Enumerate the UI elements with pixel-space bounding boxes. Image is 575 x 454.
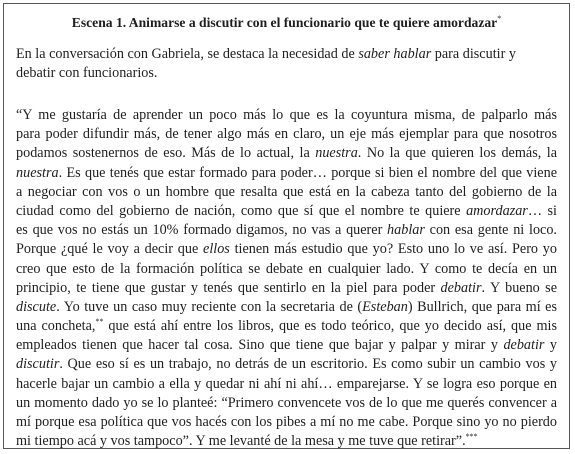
intro-text: para discutir y [431, 46, 516, 62]
quote-emphasis: debatir [503, 337, 545, 354]
quote-text: podamos sostenernos de eso. Más de lo actual, la [16, 145, 316, 162]
quote-text: ) Bullrich, que para mí es [407, 298, 557, 315]
quote-text: . Es que tenés que estar formado para poder… porque si bien el nombre del que viene [58, 164, 557, 181]
intro-line [16, 45, 557, 64]
quote-text: principio, te tiene que gustar y tenés que sentirlo en la piel para poder [16, 279, 441, 296]
quote-text: . No la que quieren los demás, la [357, 145, 557, 162]
footnote-mark: *** [465, 432, 478, 442]
quote-line [16, 317, 557, 336]
quote-line [16, 202, 557, 221]
quote-text: y [544, 337, 557, 354]
footnote-mark: ** [95, 317, 104, 327]
quote-line [16, 221, 557, 240]
intro-text: debatir con funcionarios. [16, 65, 158, 81]
quote-emphasis: discutir [16, 356, 60, 373]
quote-emphasis: Esteban [362, 298, 408, 315]
quote-text: un momento dado yo se lo planteé: “Primero convencete vos de lo que me querés convencer a [16, 394, 557, 411]
scene-title-text: Escena 1. Animarse a discutir con el funcionario que te quiere amordazar [71, 15, 498, 30]
quote-line [16, 394, 557, 413]
quote-text: que está ahí entre los libros, que es todo teórico, que yo decido así, que mis [103, 318, 557, 335]
quote-text: ciudad como del gobierno de nación, como que sí que el nombre te quiere [16, 202, 467, 219]
quote-text: tienen más estudio que yo? Esto uno lo ve así. Pero yo [229, 241, 557, 258]
intro-text: En la conversación con Gabriela, se destaca la necesidad de [16, 46, 359, 62]
quote-text: . Yo tuve un caso muy reciente con la secretaria de ( [56, 298, 363, 315]
quote-line [16, 260, 557, 279]
quote-text: una concheta, [16, 318, 96, 335]
quote-line [16, 413, 557, 432]
quote-text: mi tiempo acá y vos tampoco”. Y me levanté de la mesa y me tuve que retirar”. [16, 433, 466, 450]
quote-text: para poder difundir más, de tener algo más en claro, un eje más ejemplar para que nosotros [16, 126, 557, 143]
quote-text: creo que esto de la formación política se debate en cualquier lado. Y como te decía en un [16, 260, 557, 277]
quote-text: hacerle bajar un cambio a ella y quedar ni ahí ni ahí… emparejarse. Y se logra eso porque en [16, 375, 557, 392]
quote-emphasis: ellos [203, 241, 230, 258]
quote-line [16, 240, 557, 259]
quote-text: con esa gente ni loco. [424, 222, 557, 239]
quote-text: empleados tienen que hacer tal cosa. Sino que tiene que bajar y palpar y mirar y [16, 337, 504, 354]
quote-text: … si [527, 202, 557, 219]
quote-line [16, 164, 557, 183]
quote-text: a negociar con vos o un hombre que resalta que está en la cabeza tanto del gobierno de la [16, 183, 557, 200]
intro-paragraph [16, 45, 557, 83]
quote-line [16, 298, 557, 317]
quote-line [16, 125, 557, 144]
quote-text: . Que eso sí es un trabajo, no detrás de un escritorio. Es como subir un cambio vos y [59, 356, 557, 373]
quote-text: . Y bueno se [481, 279, 557, 296]
quote-emphasis: nuestra [315, 145, 358, 162]
quote-emphasis: debatir [440, 279, 482, 296]
quote-emphasis: amordazar [466, 202, 528, 219]
scene-title [4, 14, 569, 32]
quote-text: mí porque esa política que vos hacés con los pibes a mí no me cabe. Porque sino yo no pierdo [16, 414, 557, 430]
quote-emphasis: discute [16, 298, 57, 315]
quote-text: “Y me gustaría de aprender un poco más lo que es la coyuntura misma, de palparlo más [16, 107, 557, 123]
quote-text: Porque ¿qué le voy a decir que [16, 241, 204, 258]
intro-line [16, 64, 557, 83]
quote-line [16, 355, 557, 374]
quote-emphasis: hablar [387, 222, 425, 239]
quote-line [16, 432, 557, 451]
quote-text: es que vos no estás un 10% formado digamos, no vas a querer [16, 222, 388, 239]
excerpt-box [3, 3, 570, 449]
quote-line [16, 279, 557, 298]
quote-line [16, 183, 557, 202]
intro-emphasis: saber hablar [358, 46, 432, 62]
footnote-mark: * [497, 14, 502, 23]
quote-paragraph [16, 106, 557, 451]
quote-emphasis: nuestra [16, 164, 59, 181]
quote-line [16, 375, 557, 394]
quote-line [16, 144, 557, 163]
quote-line [16, 106, 557, 125]
quote-line [16, 336, 557, 355]
